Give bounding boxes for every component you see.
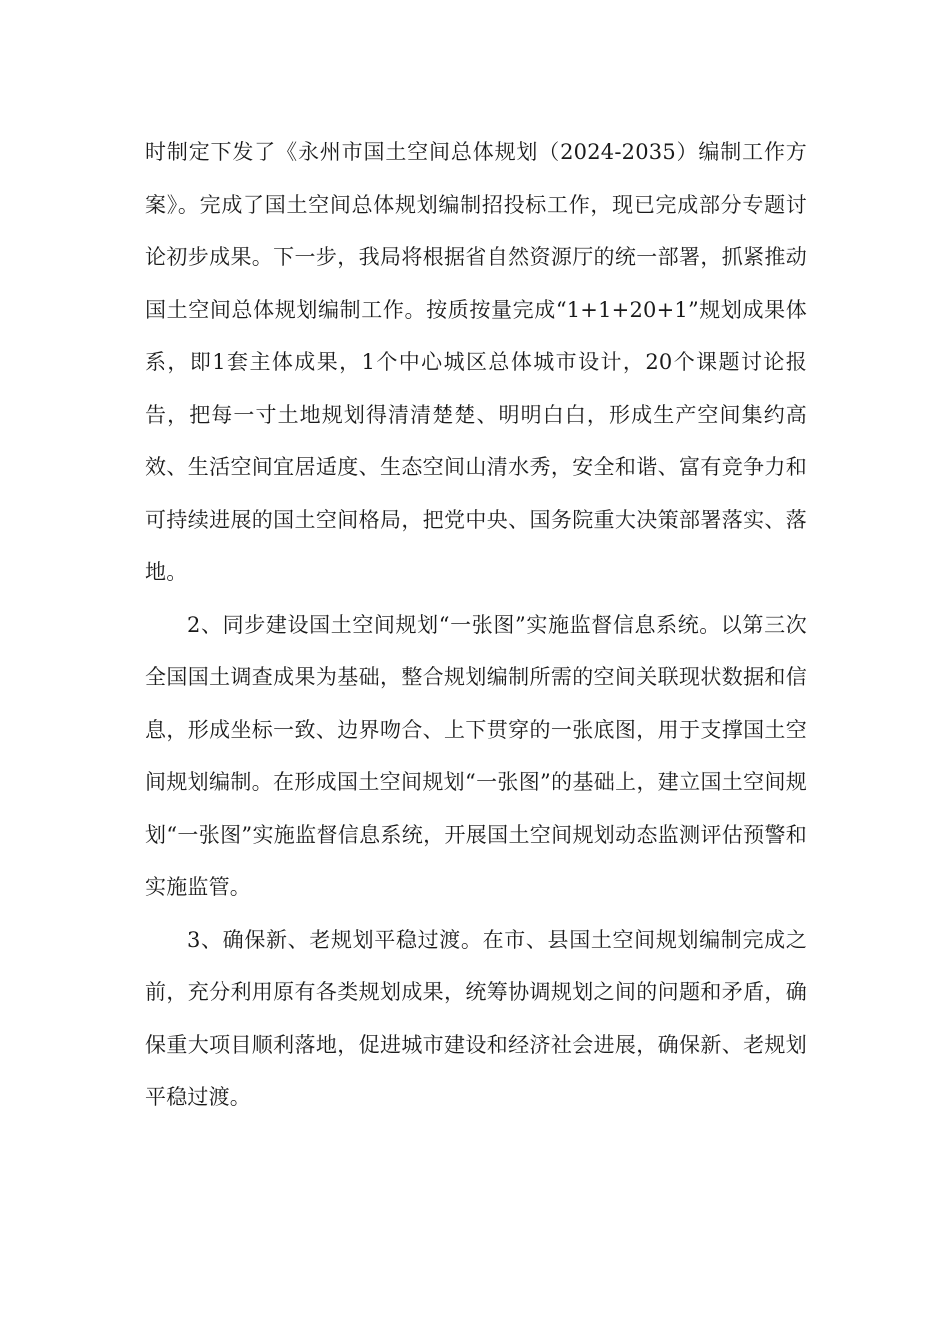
document-body [145,126,807,1124]
paragraph-item-3: 3、确保新、老规划平稳过渡。在市、县国土空间规划编制完成之前，充分利用原有各类规划成果，统筹协调规划之间的问题和矛盾，确保重大项目顺利落地，促进城市建设和经济社会进展，确保新、老规划平稳过渡。 [145,927,807,1109]
paragraph-continuation: 时制定下发了《永州市国土空间总体规划（2024-2035）编制工作方案》。完成了国土空间总体规划编制招投标工作，现已完成部分专题讨论初步成果。下一步，我局将根据省自然资源厅的统一部署，抓紧推动国土空间总体规划编制工作。按质按量完成“1+1+20+1”规划成果体系，即1套主体成果，1个中心城区总体城市设计，20个课题讨论报告，把每一寸土地规划得清清楚楚、明明白白，形成生产空间集约高效、生活空间宜居适度、生态空间山清水秀，安全和谐、富有竞争力和可持续进展的国土空间格局，把党中央、国务院重大决策部署落实、落地。 [145,140,807,584]
paragraph-item-2: 2、同步建设国土空间规划“一张图”实施监督信息系统。以第三次全国国土调查成果为基础，整合规划编制所需的空间关联现状数据和信息，形成坐标一致、边界吻合、上下贯穿的一张底图，用于支撑国土空间规划编制。在形成国土空间规划“一张图”的基础上，建立国土空间规划“一张图”实施监督信息系统，开展国土空间规划动态监测评估预警和实施监管。 [145,612,807,899]
